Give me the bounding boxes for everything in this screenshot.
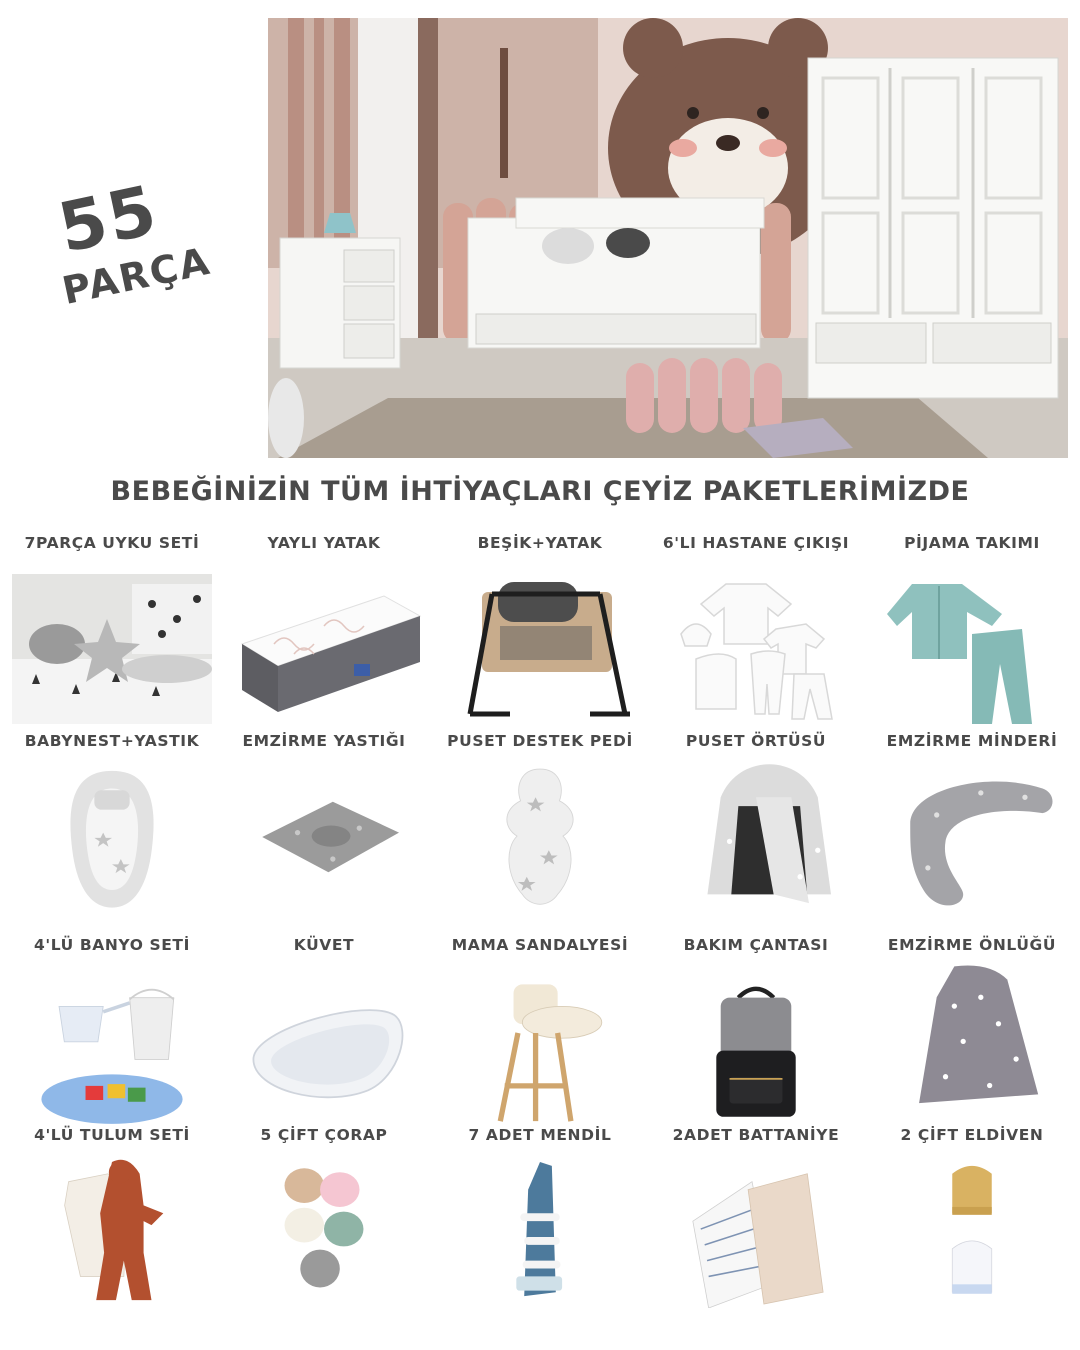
babynest-icon [12,762,212,912]
hospital-outfit-icon [656,574,856,724]
item-label: BABYNEST+YASTIK [24,732,200,750]
pillow-icon [224,762,424,912]
item-label: 2ADET BATTANİYE [672,1126,840,1144]
pajama-icon [872,574,1072,724]
item-label: EMZİRME ÖNLÜĞÜ [887,936,1057,954]
stroller-cover-icon [656,762,856,912]
bath-set-icon [12,980,212,1130]
nursing-apron-icon [872,962,1072,1112]
stroller-pad-icon [440,762,640,912]
piece-count-badge [34,158,241,342]
item-label: PUSET DESTEK PEDİ [447,732,633,750]
socks-icon [224,1158,424,1308]
piece-count-number: 55 [51,171,165,269]
item-label: 2 ÇİFT ELDİVEN [900,1126,1044,1144]
item-label: 4'LÜ BANYO SETİ [34,936,190,954]
item-label: EMZİRME MİNDERİ [886,732,1058,750]
item-label: PİJAMA TAKIMI [904,534,1040,552]
item-label: 6'LI HASTANE ÇIKIŞI [662,534,850,552]
item-label: PUSET ÖRTÜSÜ [685,732,827,750]
piece-count-word: PARÇA [58,238,215,314]
bathtub-icon [224,980,424,1130]
item-label: 7PARÇA UYKU SETİ [24,534,200,552]
item-label: 5 ÇİFT ÇORAP [260,1126,388,1144]
item-label: 7 ADET MENDİL [468,1126,612,1144]
blanket-icon [656,1158,856,1308]
item-label: EMZİRME YASTIĞI [242,732,406,750]
mittens-icon [872,1158,1072,1308]
muslin-icon [440,1158,640,1308]
cradle-icon [440,574,640,724]
mattress-icon [224,574,424,724]
item-label: 4'LÜ TULUM SETİ [34,1126,190,1144]
sleep-set-icon [12,574,212,724]
nursery-room-image [268,18,1068,458]
diaper-bag-icon [656,980,856,1130]
high-chair-icon [440,980,640,1130]
nursing-cushion-icon [872,762,1072,912]
item-label: BEŞİK+YATAK [477,534,603,552]
item-label: KÜVET [293,936,355,954]
jumpsuit-icon [12,1158,212,1308]
headline: BEBEĞİNİZİN TÜM İHTİYAÇLARI ÇEYİZ PAKETLERİMİZDE [110,476,970,507]
item-label: YAYLI YATAK [267,534,381,552]
item-label: BAKIM ÇANTASI [683,936,829,954]
item-label: MAMA SANDALYESİ [451,936,629,954]
